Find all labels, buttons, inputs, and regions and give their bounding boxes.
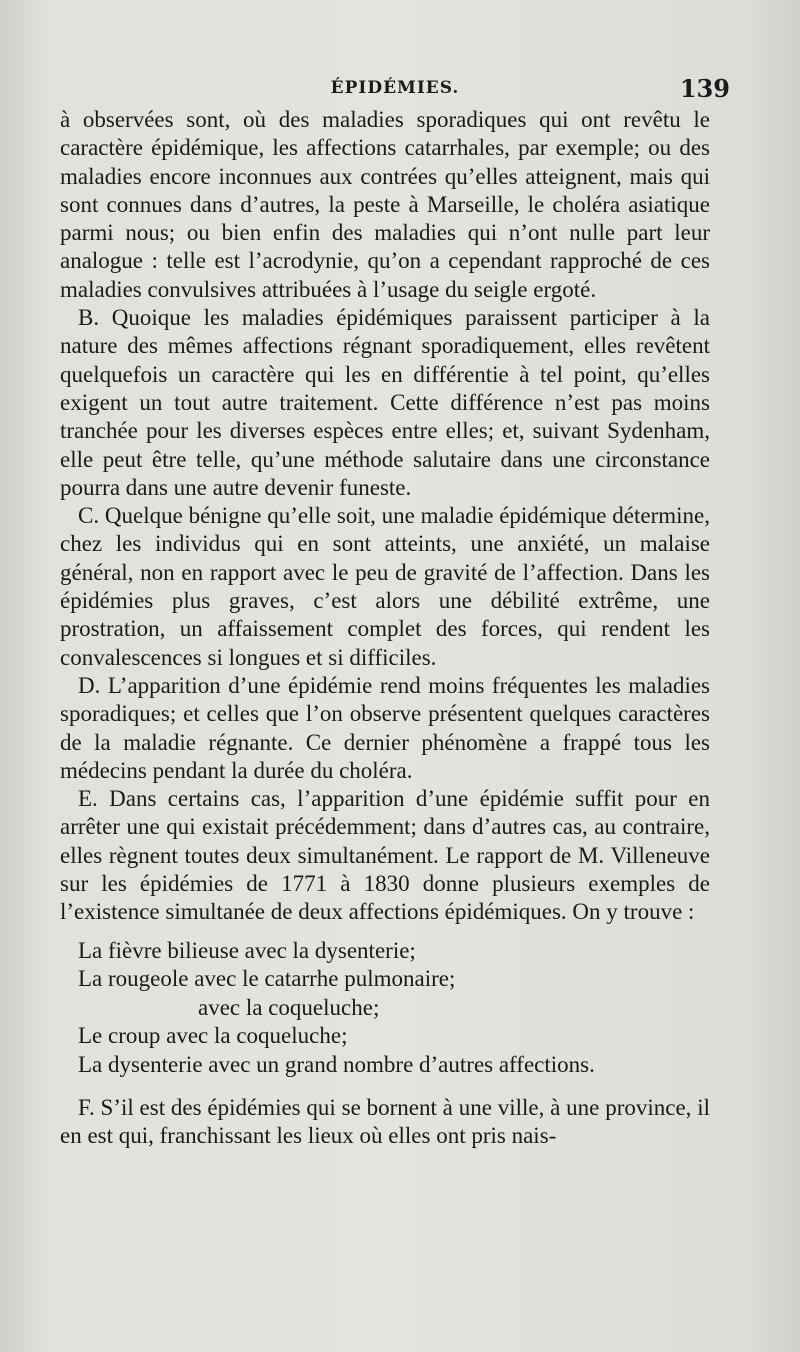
paragraph-d: D. L’apparition d’une épidémie rend moins fréquentes les maladies sporadiques; et celles que l’on observe présentent quelques caractères de la maladie régnante. Ce dernier phénomène a frappé tous les médecins pendant la durée du choléra. — [60, 672, 710, 783]
paragraph-c: C. Quelque bénigne qu’elle soit, une maladie épidémique détermine, chez les individus qui en sont atteints, une anxiété, un malaise général, non en rapport avec le peu de gravité de l’affection. Dans les épidémies plus graves, c’est alors une débilité extrême, une prostration, un affaissement complet des forces, qui rendent les convalescences si longues et si difficiles. — [60, 503, 710, 670]
page-number: 139 — [679, 74, 730, 103]
running-title: ÉPIDÉMIES. — [330, 78, 460, 98]
page-body — [60, 106, 710, 1150]
paragraph-intro: à observées sont, où des maladies sporadiques qui ont revêtu le caractère épidémique, les affections catarrhales, par exemple; ou des maladies encore inconnues aux contrées qu’elles atteignent, mais qui sont connues dans d’autres, la peste à Marseille, le choléra asiatique parmi nous; ou bien enfin des maladies qui n’ont nulle part leur analogue : telle est l’acrodynie, qu’on a cependant rapproché de ces maladies convulsives attribuées à l’usage du seigle ergoté. — [60, 107, 710, 302]
paragraph-b: B. Quoique les maladies épidémiques paraissent participer à la nature des mêmes affections régnant sporadiquement, elles revêtent quelquefois un caractère qui les en différentie à tel point, qu’elles exigent un tout autre traitement. Cette différence n’est pas moins tranchée pour les diverses espèces entre elles; et, suivant Sydenham, elle peut être telle, qu’une méthode salutaire dans une circonstance pourra dans une autre devenir funeste. — [60, 305, 710, 500]
spacer — [60, 1080, 710, 1094]
list-item: La dysenterie avec un grand nombre d’autres affections. — [78, 1051, 595, 1077]
list-item: avec la coqueluche; — [198, 994, 380, 1020]
paragraph-e: E. Dans certains cas, l’apparition d’une épidémie suffit pour en arrêter une qui existait précédemment; dans d’autres cas, au contraire, elles règnent toutes deux simultanément. Le rapport de M. Villeneuve sur les épidémies de 1771 à 1830 donne plusieurs exemples de l’existence simultanée de deux affections épidémiques. On y trouve : — [60, 786, 710, 925]
paragraph-f: F. S’il est des épidémies qui se bornent à une ville, à une province, il en est qui, franchissant les lieux où elles ont pris nais- — [60, 1094, 710, 1148]
list-item: Le croup avec la coqueluche; — [78, 1023, 348, 1049]
coexisting-epidemics-list — [60, 937, 710, 1080]
list-item: La fièvre bilieuse avec la dysenterie; — [78, 937, 416, 963]
list-item: La rougeole avec le catarrhe pulmonaire; — [78, 966, 456, 992]
page-header — [60, 74, 730, 104]
